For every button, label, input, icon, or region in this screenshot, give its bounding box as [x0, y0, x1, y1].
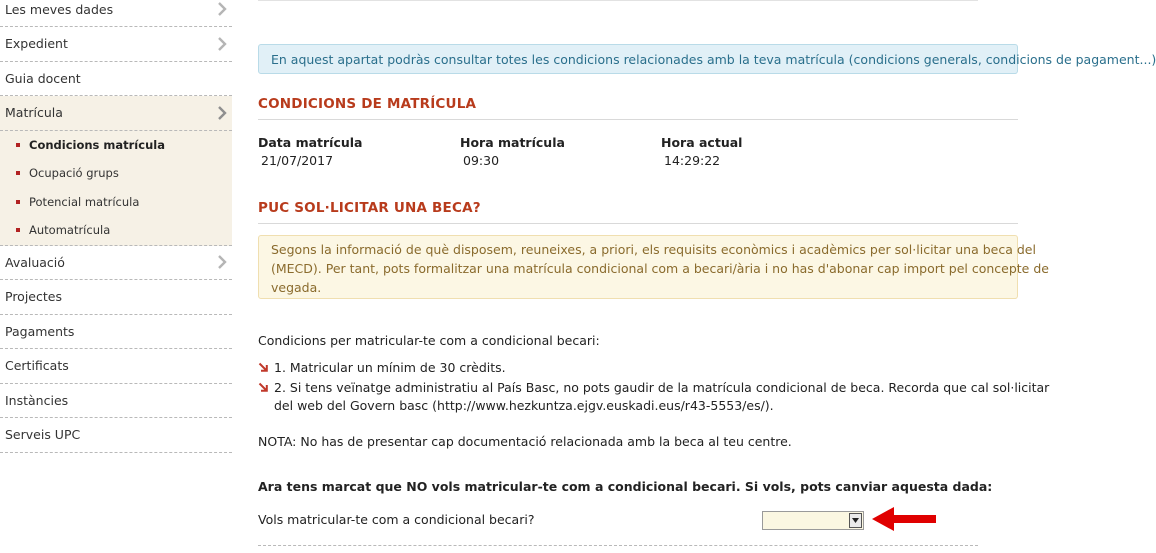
bullet-icon: [16, 143, 20, 147]
bullet-icon: [16, 200, 20, 204]
sidebar-item-certificats[interactable]: [0, 349, 232, 384]
hora-actual: [661, 135, 742, 168]
list-item-text: del web del Govern basc (http://www.hezkuntza.ejgv.euskadi.eus/r43-5553/es/).: [274, 398, 774, 413]
matricula-submenu: [0, 131, 232, 246]
section-title-beca: PUC SOL·LICITAR UNA BECA?: [258, 200, 1018, 224]
time-value: 14:29:22: [664, 153, 721, 168]
sidebar-item-label: Serveis UPC: [5, 427, 81, 443]
bottom-divider: [258, 545, 978, 546]
time-label: Hora matrícula: [460, 135, 565, 150]
arrow-down-right-icon: [258, 382, 269, 393]
sidebar-item-label: Matrícula: [5, 105, 63, 121]
top-divider: [258, 0, 978, 1]
becari-select[interactable]: [762, 511, 864, 530]
subitem-label: Automatrícula: [29, 223, 111, 238]
subitem-potencial-matricula[interactable]: [0, 188, 232, 217]
list-item-text: 2. Si tens veïnatge administratiu al País Basc, no pots gaudir de la matrícula condicional de beca. Recorda que cal sol·licitar: [274, 380, 1050, 395]
caret-down-icon: [852, 518, 859, 523]
sidebar-item-label: Projectes: [5, 289, 62, 305]
section-title-condicions: CONDICIONS DE MATRÍCULA: [258, 96, 1018, 120]
subitem-ocupacio-grups[interactable]: [0, 159, 232, 188]
chevron-right-icon: [216, 2, 228, 16]
conditions-list: [258, 359, 1050, 415]
sidebar-item-label: Guia docent: [5, 70, 81, 86]
date-matricula: [258, 135, 363, 168]
sidebar-item-avaluacio[interactable]: [0, 246, 232, 281]
bullet-icon: [16, 171, 20, 175]
subitem-automatricula[interactable]: [0, 216, 232, 245]
list-item: [258, 359, 1018, 377]
sidebar-item-projectes[interactable]: [0, 280, 232, 315]
becari-question-label: Vols matricular-te com a condicional becari?: [258, 512, 535, 527]
list-item: [258, 379, 1050, 415]
chevron-right-icon: [216, 255, 228, 269]
select-dropdown-button[interactable]: [849, 513, 862, 528]
sidebar-item-guia-docent[interactable]: [0, 62, 232, 97]
sidebar-item-label: Pagaments: [5, 323, 75, 339]
sidebar-item-label: Les meves dades: [5, 2, 114, 17]
date-label: Data matrícula: [258, 135, 363, 150]
warning-alert: [258, 235, 1049, 299]
time-label: Hora actual: [661, 135, 743, 150]
subitem-condicions-matricula[interactable]: [0, 131, 232, 160]
arrow-down-right-icon: [258, 362, 269, 373]
sidebar-item-label: Certificats: [5, 358, 69, 374]
sidebar-item-pagaments[interactable]: [0, 315, 232, 350]
chevron-right-icon: [216, 37, 228, 51]
sidebar-item-expedient[interactable]: [0, 27, 232, 62]
current-choice-notice: Ara tens marcat que NO vols matricular-te com a condicional becari. Si vols, pots canviar aquesta dada:: [258, 479, 993, 494]
subitem-label: Ocupació grups: [29, 166, 119, 181]
bullet-icon: [16, 228, 20, 232]
date-value: 21/07/2017: [261, 153, 334, 168]
warning-line: Segons la informació de què disposem, reuneixes, a priori, els requisits econòmics i acadèmics per sol·licitar una beca del: [271, 242, 1036, 257]
sidebar-item-label: Expedient: [5, 36, 68, 52]
nota-text: NOTA: No has de presentar cap documentació relacionada amb la beca al teu centre.: [258, 434, 792, 449]
subitem-label: Potencial matrícula: [29, 194, 140, 209]
time-value: 09:30: [463, 153, 500, 168]
conditions-intro: Condicions per matricular-te com a condicional becari:: [258, 333, 600, 348]
chevron-right-icon: [216, 106, 228, 120]
warning-line: vegada.: [271, 280, 322, 295]
red-pointer-arrow-icon: [870, 505, 938, 533]
hora-matricula: [460, 135, 565, 168]
sidebar-item-matricula[interactable]: [0, 96, 232, 131]
subitem-label: Condicions matrícula: [29, 137, 165, 152]
main-content: [258, 0, 1156, 553]
warning-line: (MECD). Per tant, pots formalitzar una matrícula condicional com a becari/ària i no has d'abonar cap import pel concepte de: [271, 261, 1049, 276]
sidebar-item-serveis-upc[interactable]: [0, 418, 232, 453]
sidebar-nav: [0, 0, 232, 453]
sidebar-item-instancies[interactable]: [0, 384, 232, 419]
sidebar-item-les-meves-dades[interactable]: [0, 0, 232, 27]
list-item-text: 1. Matricular un mínim de 30 crèdits.: [274, 360, 506, 375]
sidebar-item-label: Avaluació: [5, 254, 65, 270]
info-alert: En aquest apartat podràs consultar totes les condicions relacionades amb la teva matrícula (condicions generals, condicions de pagament...): [258, 44, 1018, 74]
sidebar-item-label: Instàncies: [5, 392, 69, 408]
